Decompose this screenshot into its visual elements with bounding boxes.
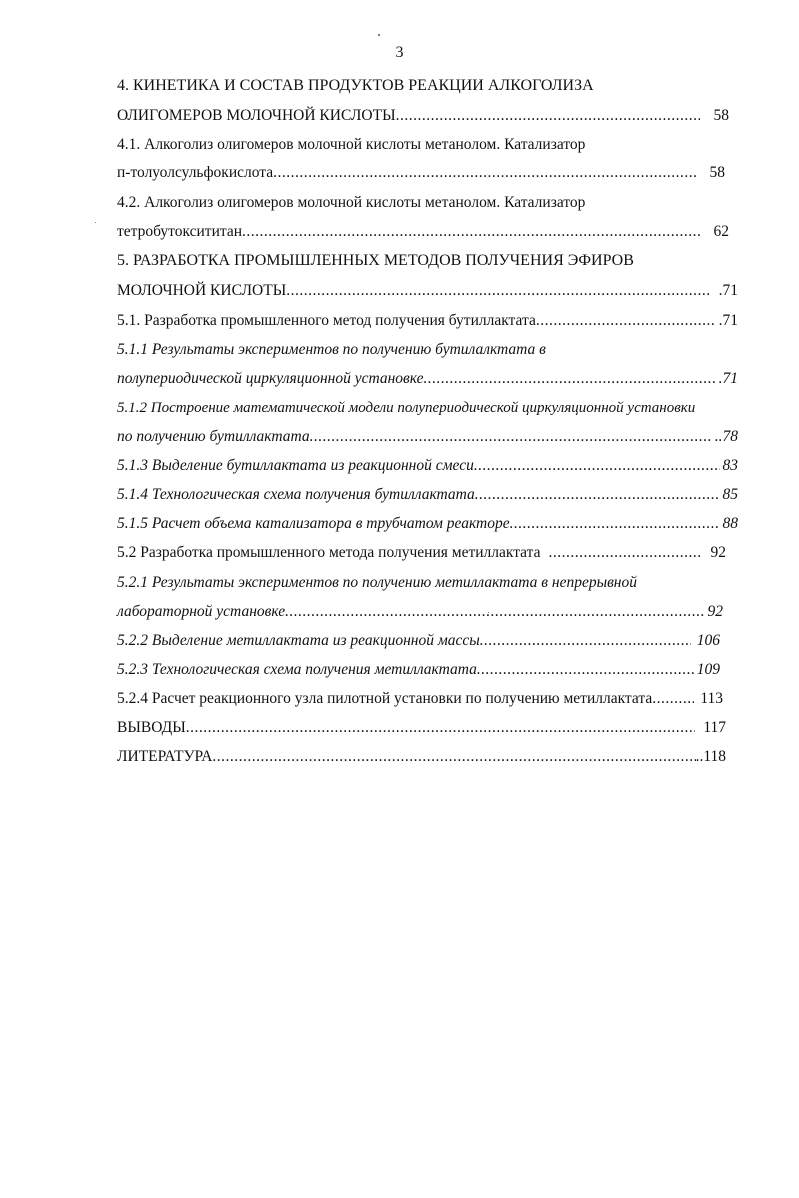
dot-leader	[242, 222, 699, 242]
toc-entry-title: 5.2.1 Результаты экспериментов по получению метиллактата в непрерывной	[117, 574, 637, 591]
toc-entry-leader	[117, 689, 723, 709]
toc-page-number: 117	[703, 719, 726, 736]
dot-leader	[510, 514, 720, 534]
toc-entry-title: ВЫВОДЫ	[117, 719, 186, 736]
scan-speck	[378, 34, 380, 36]
toc-entry-leader	[117, 718, 726, 738]
toc-entry-leader	[117, 747, 726, 767]
dot-leader	[396, 106, 700, 126]
toc-page-number: 58	[713, 107, 729, 124]
toc-entry-leader	[117, 602, 723, 622]
toc-entry-leader	[117, 485, 738, 505]
toc-page-number: ..118	[695, 748, 726, 765]
toc-entry-title: 4.2. Алкоголиз олигомеров молочной кислоты метанолом. Катализатор	[117, 194, 586, 211]
toc-entry-leader	[117, 311, 738, 331]
toc-entry-leader	[117, 514, 738, 534]
toc-entry-leader	[117, 163, 725, 183]
toc-entry-title: ЛИТЕРАТУРА	[117, 748, 213, 765]
dot-leader	[286, 281, 710, 301]
toc-page-number: ..78	[714, 428, 738, 445]
toc-entry-leader	[117, 456, 738, 476]
toc-entry-title: 5.1.5 Расчет объема катализатора в трубчатом реакторе	[117, 515, 510, 532]
toc-page-number: 85	[722, 486, 738, 503]
dot-leader	[536, 311, 716, 331]
toc-entry-title: 5.1. Разработка промышленного метод получения бутиллактата	[117, 312, 536, 329]
toc-page-number: 88	[722, 515, 738, 532]
toc-entry-title-continued: МОЛОЧНОЙ КИСЛОТЫ	[117, 282, 287, 299]
toc-page-number: 83	[722, 457, 738, 474]
toc-entry-title: 5. РАЗРАБОТКА ПРОМЫШЛЕННЫХ МЕТОДОВ ПОЛУЧЕНИЯ ЭФИРОВ	[117, 252, 634, 269]
toc-entry-leader	[117, 543, 726, 563]
toc-page-number: 58	[709, 164, 725, 181]
toc-entry-leader	[117, 369, 738, 389]
scan-speck	[95, 222, 96, 223]
toc-entry-title: 4. КИНЕТИКА И СОСТАВ ПРОДУКТОВ РЕАКЦИИ АЛКОГОЛИЗА	[117, 77, 594, 94]
toc-entry-title: 5.2.2 Выделение метиллактата из реакционной массы	[117, 632, 480, 649]
dot-leader	[474, 456, 720, 476]
toc-entry-leader	[117, 660, 720, 680]
toc-entry-title-continued: лабораторной установке	[117, 603, 286, 620]
dot-leader	[477, 660, 694, 680]
dot-leader	[212, 747, 695, 767]
toc-entry-title: 5.1.3 Выделение бутиллактата из реакционной смеси	[117, 457, 474, 474]
toc-entry-title: 5.2 Разработка промышленного метода получения метиллактата	[117, 544, 541, 561]
toc-page-number: 106	[696, 632, 720, 649]
toc-page-number: 62	[713, 223, 729, 240]
dot-leader	[273, 163, 695, 183]
toc-entry-title: 4.1. Алкоголиз олигомеров молочной кислоты метанолом. Катализатор	[117, 136, 586, 153]
toc-page-number: 92	[710, 544, 726, 561]
toc-page-number: 92	[707, 603, 723, 620]
dot-leader	[285, 602, 704, 622]
toc-entry-leader	[117, 106, 729, 126]
dot-leader	[475, 485, 720, 505]
toc-entry-title: 5.2.3 Технологическая схема получения метиллактата	[117, 661, 477, 678]
scan-speck	[488, 612, 489, 613]
toc-entry-title-continued: по получению бутиллактата	[117, 428, 310, 445]
toc-entry-title: 5.1.1 Результаты экспериментов по получению бутилалктата в	[117, 341, 546, 358]
toc-entry-title: 5.1.4 Технологическая схема получения бутиллактата	[117, 486, 475, 503]
toc-entry-title: 5.2.4 Расчет реакционного узла пилотной установки по получению метиллактата	[117, 690, 653, 707]
page-number: 3	[395, 44, 404, 61]
toc-entry-leader	[117, 222, 729, 242]
dot-leader	[310, 427, 712, 447]
toc-page-number: 109	[696, 661, 720, 678]
toc-entry-leader	[117, 427, 738, 447]
dot-leader	[652, 689, 694, 709]
toc-entry-leader	[117, 631, 720, 651]
toc-entry-title: 5.1.2 Построение математической модели полупериодической циркуляционной установки	[117, 400, 696, 416]
dot-leader	[480, 631, 691, 651]
toc-entry-title-continued: п-толуолсульфокислота	[117, 164, 274, 181]
dot-leader	[186, 718, 696, 738]
toc-page-number: 113	[700, 690, 723, 707]
dot-leader	[540, 543, 700, 563]
toc-entry-title-continued: ОЛИГОМЕРОВ МОЛОЧНОЙ КИСЛОТЫ	[117, 107, 396, 124]
dot-leader	[424, 369, 716, 389]
toc-page-number: .71	[718, 282, 738, 299]
toc-entry-title-continued: полупериодической циркуляционной установке	[117, 370, 424, 387]
toc-entry-title-continued: тетробутоксититан	[117, 223, 243, 240]
toc-page-number: .71	[718, 312, 738, 329]
toc-entry-leader	[117, 281, 738, 301]
toc-page-number: .71	[718, 370, 738, 387]
